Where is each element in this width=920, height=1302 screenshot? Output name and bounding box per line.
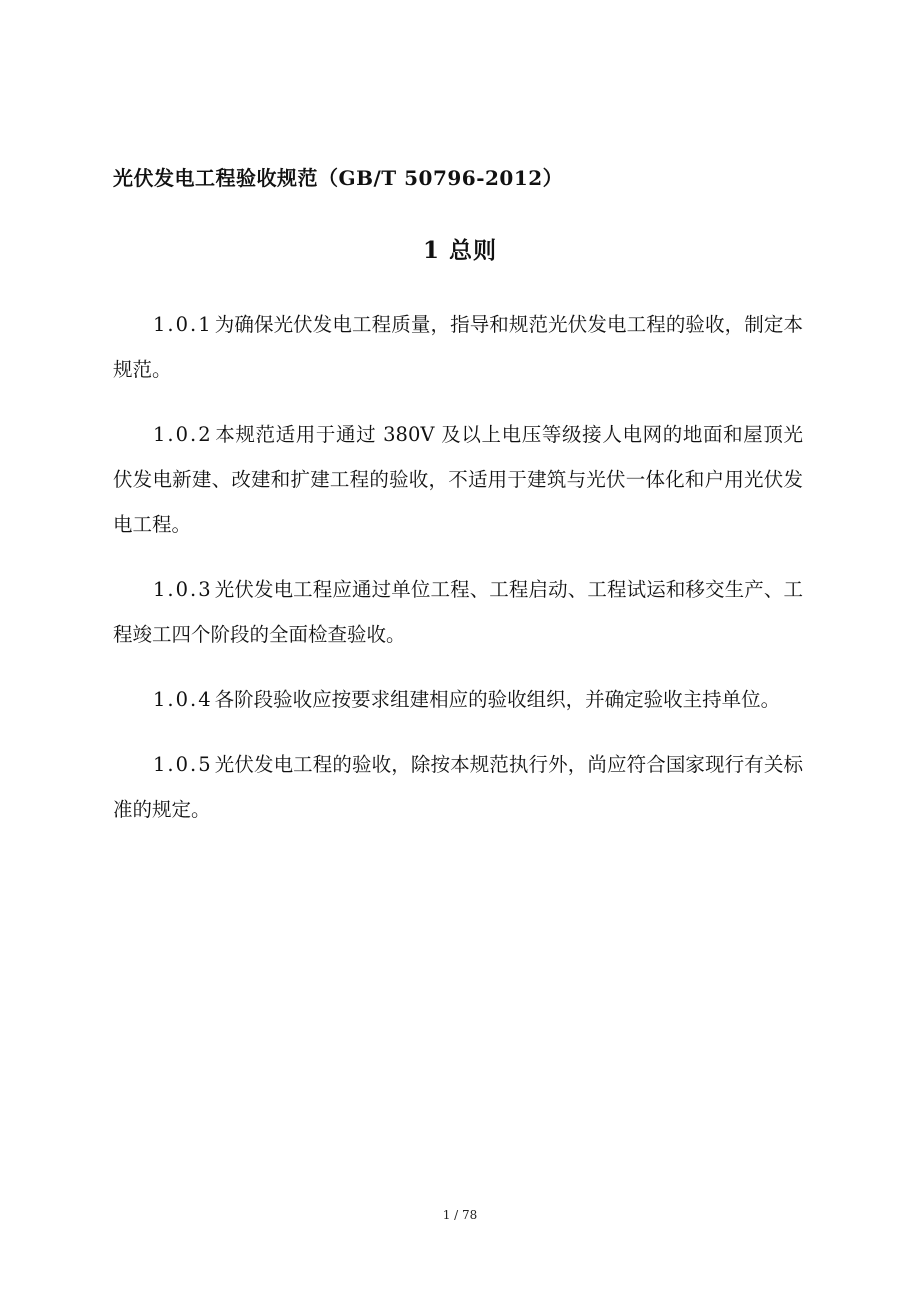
clause-1-0-1 xyxy=(113,302,803,392)
clause-text: 为确保光伏发电工程质量，指导和规范光伏发电工程的验收，制定本规范。 xyxy=(113,313,803,381)
clause-number: 1.0.4 xyxy=(153,688,213,711)
clause-1-0-4 xyxy=(113,677,803,722)
clause-text: 各阶段验收应按要求组建相应的验收组织，并确定验收主持单位。 xyxy=(214,688,781,711)
clause-number: 1.0.5 xyxy=(153,753,213,776)
clause-text: 本规范适用于通过 380V 及以上电压等级接人电网的地面和屋顶光伏发电新建、改建和扩建工程的验收，不适用于建筑与光伏一体化和户用光伏发电工程。 xyxy=(113,423,803,536)
clause-text: 光伏发电工程应通过单位工程、工程启动、工程试运和移交生产、工程竣工四个阶段的全面检查验收。 xyxy=(113,578,803,646)
clause-number: 1.0.3 xyxy=(153,578,213,601)
document-title: 光伏发电工程验收规范（GB/T 50796-2012） xyxy=(113,166,564,190)
page-number: 1 / 78 xyxy=(442,1208,478,1222)
clause-number: 1.0.2 xyxy=(153,423,213,446)
clause-1-0-2 xyxy=(113,412,803,547)
clause-list xyxy=(113,302,803,852)
clause-1-0-5 xyxy=(113,742,803,832)
clause-text: 光伏发电工程的验收，除按本规范执行外，尚应符合国家现行有关标准的规定。 xyxy=(113,753,803,821)
clause-1-0-3 xyxy=(113,567,803,657)
clause-number: 1.0.1 xyxy=(153,313,213,336)
chapter-heading: 1 总则 xyxy=(422,237,497,264)
